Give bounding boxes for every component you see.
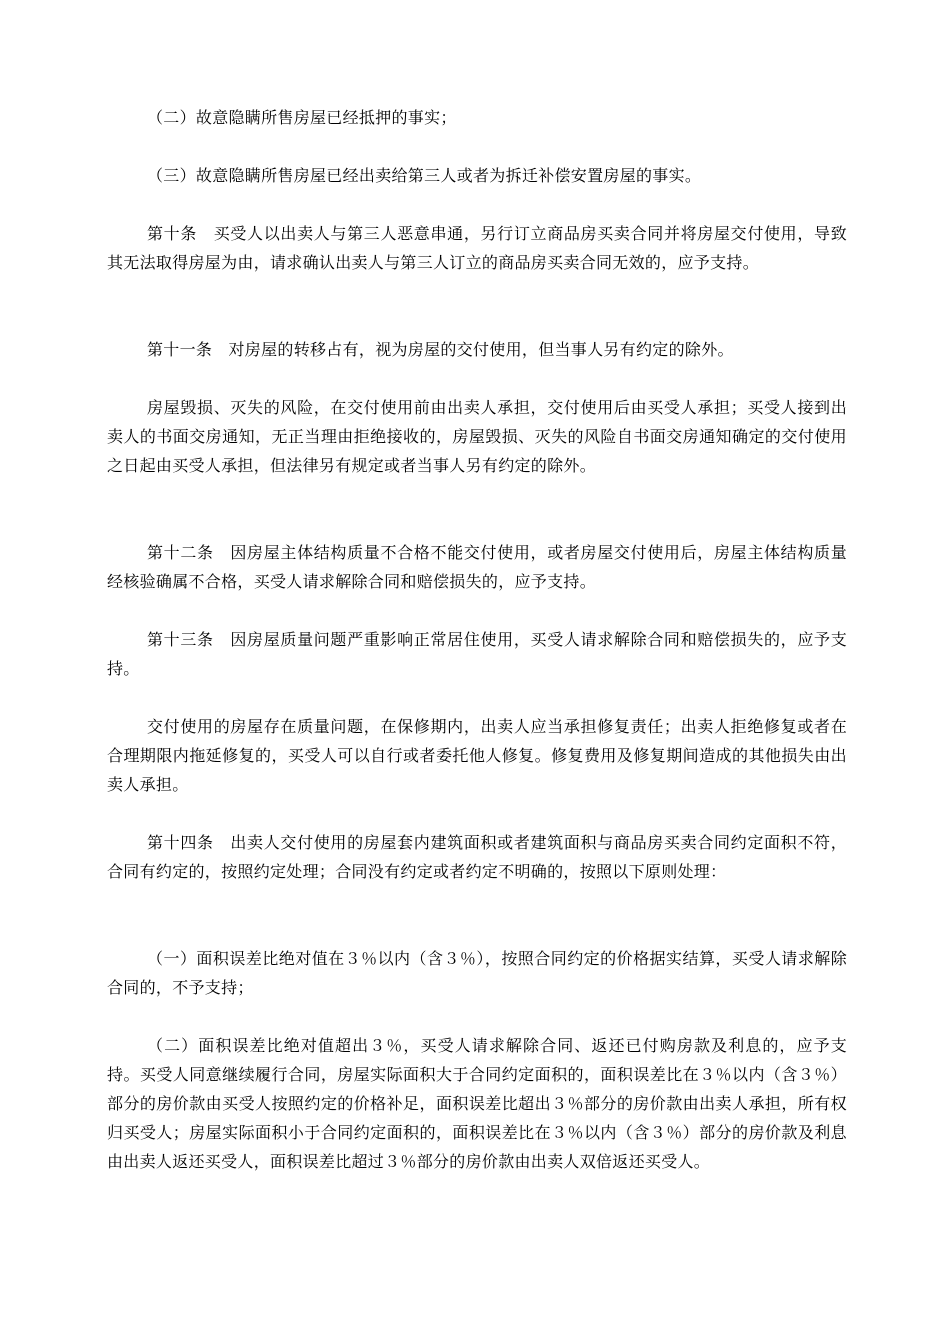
article-13-repair-paragraph: 交付使用的房屋存在质量问题，在保修期内，出卖人应当承担修复责任；出卖人拒绝修复或者在合理期限内拖延修复的，买受人可以自行或者委托他人修复。修复费用及修复期间造成的其他损失由出卖人承担。: [107, 717, 847, 794]
paragraph-item-2: （二）故意隐瞒所售房屋已经抵押的事实；: [147, 108, 457, 127]
paragraph-item-3: （三）故意隐瞒所售房屋已经出卖给第三人或者为拆迁补偿安置房屋的事实。: [147, 166, 702, 185]
article-11: 第十一条 对房屋的转移占有，视为房屋的交付使用，但当事人另有约定的除外。: [147, 340, 734, 359]
article-12: 第十二条 因房屋主体结构质量不合格不能交付使用，或者房屋交付使用后，房屋主体结构质量经核验确属不合格，买受人请求解除合同和赔偿损失的，应予支持。: [107, 543, 847, 591]
article-14-item-2: （二）面积误差比绝对值超出３％，买受人请求解除合同、返还已付购房款及利息的，应予支持。买受人同意继续履行合同，房屋实际面积大于合同约定面积的，面积误差比在３％以内（含３％）部分的房价款由买受人按照约定的价格补足，面积误差比超出３％部分的房价款由出卖人承担，所有权归买受人；房屋实际面积小于合同约定面积的，面积误差比在３％以内（含３％）部分的房价款及利息由出卖人返还买受人，面积误差比超过３％部分的房价款由出卖人双倍返还买受人。: [107, 1036, 847, 1171]
article-14-item-1: （一）面积误差比绝对值在３％以内（含３％），按照合同约定的价格据实结算，买受人请求解除合同的，不予支持；: [107, 949, 847, 997]
article-10: 第十条 买受人以出卖人与第三人恶意串通，另行订立商品房买卖合同并将房屋交付使用，导致其无法取得房屋为由，请求确认出卖人与第三人订立的商品房买卖合同无效的，应予支持。: [107, 224, 847, 272]
article-14: 第十四条 出卖人交付使用的房屋套内建筑面积或者建筑面积与商品房买卖合同约定面积不符，合同有约定的，按照约定处理；合同没有约定或者约定不明确的，按照以下原则处理：: [107, 833, 847, 881]
article-13: 第十三条 因房屋质量问题严重影响正常居住使用，买受人请求解除合同和赔偿损失的，应予支持。: [107, 630, 847, 678]
article-11-risk-paragraph: 房屋毁损、灭失的风险，在交付使用前由出卖人承担，交付使用后由买受人承担；买受人接到出卖人的书面交房通知，无正当理由拒绝接收的，房屋毁损、灭失的风险自书面交房通知确定的交付使用之日起由买受人承担，但法律另有规定或者当事人另有约定的除外。: [107, 398, 847, 475]
